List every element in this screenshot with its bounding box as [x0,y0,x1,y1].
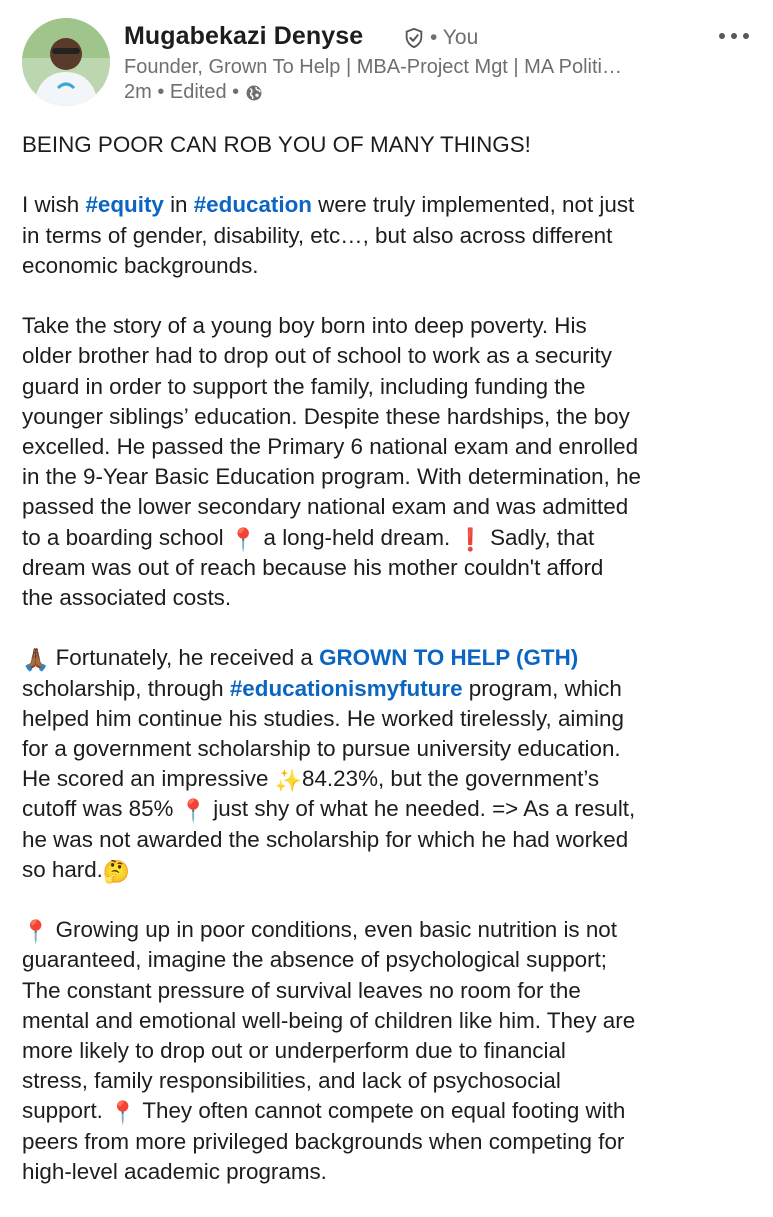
text-segment: program, which [462,675,622,701]
text-segment: Growing up in poor conditions, even basic nutrition is not [49,917,617,943]
post-line [22,794,762,824]
post-line: high-level academic programs. [22,1158,327,1184]
sparkles-icon: ✨ [274,769,303,795]
post-line [22,855,762,885]
post-line: in terms of gender, disability, etc…, but also across different [22,222,613,248]
post-line [22,523,762,553]
text-segment: just shy of what he needed. => As a result, [207,796,636,822]
post-line: older brother had to drop out of school to work as a security [22,343,612,369]
text-segment: were truly implemented, not just [311,192,635,218]
pin-icon: 📍 [109,1101,137,1127]
post-line: for a government scholarship to pursue university education. [22,736,621,762]
post-line: Take the story of a young boy born into deep poverty. His [22,313,587,339]
post-line: economic backgrounds. [22,252,259,278]
post-paragraph [22,311,762,613]
post-line [22,1096,762,1126]
pin-icon: 📍 [229,527,258,553]
more-options-icon[interactable] [714,24,754,48]
text-segment: so hard. [22,856,103,882]
post-line: guard in order to support the family, including funding the [22,373,586,399]
post-line: The constant pressure of survival leaves no room for the [22,977,581,1003]
post-line: more likely to drop out or underperform due to financial [22,1038,566,1064]
post-line: mental and emotional well-being of children like him. They are [22,1007,636,1033]
text-segment: support. [22,1098,110,1124]
text-segment: They often cannot compete on equal footing with [136,1098,626,1124]
post-paragraph [22,643,762,885]
post-line [22,674,762,704]
hashtag-educationismyfuture[interactable]: #educationismyfuture [229,675,463,701]
post-time-edited: 2m • Edited • [124,81,240,103]
post-line [22,190,762,220]
globe-icon [245,84,263,102]
post-line: in the 9-Year Basic Education program. With determination, he [22,464,641,490]
post-line [22,643,762,673]
pin-icon: 📍 [22,920,50,946]
text-segment: a long-held dream. [257,524,457,550]
connection-degree: • You [430,26,479,49]
post-line: passed the lower secondary national exam and was admitted [22,494,629,520]
text-segment: He scored an impressive [22,766,275,792]
hashtag-education[interactable]: #education [193,192,312,218]
praying-hands-icon: 🙏🏾 [22,648,50,674]
text-segment: cutoff was 85% [22,796,180,822]
text-segment: Fortunately, he received a [49,645,320,671]
text-segment: scholarship, through [22,675,230,701]
post-line: younger siblings’ education. Despite these hardships, the boy [22,403,630,429]
post-line: the associated costs. [22,585,232,611]
post-line: guaranteed, imagine the absence of psychological support; [22,947,608,973]
text-segment: in [163,192,194,218]
author-headline: Founder, Grown To Help | MBA-Project Mgt | MA Politi… [124,56,622,78]
post-header [0,0,773,112]
post-line: excelled. He passed the Primary 6 national exam and enrolled [22,434,639,459]
author-name[interactable]: Mugabekazi Denyse [124,22,364,50]
post-line: he was not awarded the scholarship for which he had worked [22,826,629,852]
post-line [22,764,762,794]
post-paragraph [22,130,762,160]
pin-icon: 📍 [179,799,208,825]
thinking-face-icon: 🤔 [102,859,131,885]
post-body [22,130,762,1217]
text-segment: Sadly, that [483,524,595,550]
text-segment: to a boarding school [22,524,230,550]
post-paragraph [22,190,762,281]
hashtag-equity[interactable]: #equity [85,192,164,218]
avatar-image [22,18,110,106]
text-segment: 84.23%, but the government’s [302,766,600,792]
post-line: helped him continue his studies. He worked tirelessly, aiming [22,705,624,731]
post-paragraph [22,915,762,1187]
post-line: BEING POOR CAN ROB YOU OF MANY THINGS! [22,132,531,157]
verified-shield-icon [403,27,425,49]
mention-grown-to-help[interactable]: GROWN TO HELP (GTH) [319,645,579,671]
author-avatar[interactable] [22,18,110,106]
post-line: stress, family responsibilities, and lack of psychosocial [22,1068,561,1094]
exclamation-icon: ❗ [456,526,484,552]
post-line [22,915,762,945]
post-line: dream was out of reach because his mother couldn't afford [22,554,604,580]
post-line: peers from more privileged backgrounds when competing for [22,1128,625,1154]
post-meta [124,81,263,104]
text-segment: I wish [22,192,86,218]
